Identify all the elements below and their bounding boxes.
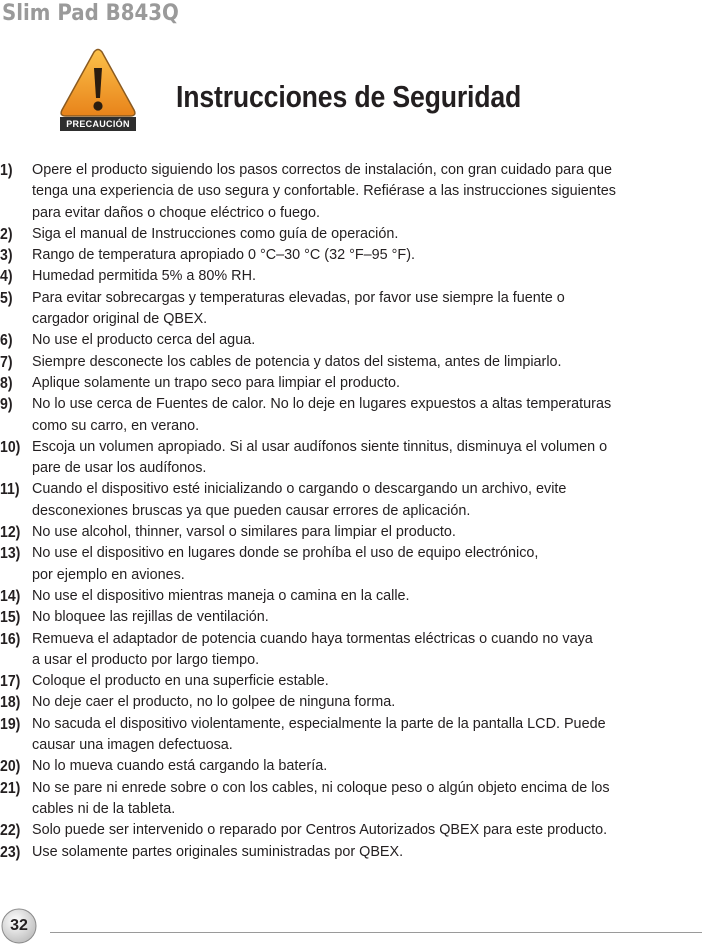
- item-number: 3): [0, 247, 13, 265]
- footer-divider: [50, 932, 702, 933]
- item-text: Para evitar sobrecargas y temperaturas elevadas, por favor use siempre la fuente o cargador original de QBEX.: [32, 289, 565, 328]
- item-text: No deje caer el producto, no lo golpee de ninguna forma.: [32, 694, 396, 711]
- list-item: [0, 352, 708, 373]
- page-number: 32: [10, 917, 28, 934]
- item-number: 20): [0, 758, 21, 776]
- list-item: [0, 245, 708, 266]
- item-text: Rango de temperatura apropiado 0 °C–30 °C (32 °F–95 °F).: [32, 247, 415, 264]
- item-text: No use alcohol, thinner, varsol o similares para limpiar el producto.: [32, 524, 456, 541]
- item-text: Use solamente partes originales suministradas por QBEX.: [32, 843, 404, 860]
- item-text: Solo puede ser intervenido o reparado por Centros Autorizados QBEX para este producto.: [32, 822, 608, 839]
- list-item: [0, 479, 708, 522]
- list-item: [0, 778, 708, 821]
- item-number: 8): [0, 374, 13, 392]
- list-item: [0, 629, 708, 672]
- item-number: 16): [0, 630, 21, 648]
- item-number: 15): [0, 609, 21, 627]
- item-text: Siempre desconecte los cables de potencia y datos del sistema, antes de limpiarlo.: [32, 353, 562, 370]
- item-number: 14): [0, 587, 21, 605]
- item-number: 12): [0, 524, 21, 542]
- item-text: No use el producto cerca del agua.: [32, 332, 256, 349]
- list-item: [0, 692, 708, 713]
- list-item: [0, 842, 708, 863]
- item-number: 13): [0, 545, 21, 563]
- item-number: 6): [0, 332, 13, 350]
- item-number: 21): [0, 779, 21, 797]
- list-item: [0, 288, 708, 331]
- list-item: [0, 586, 708, 607]
- list-item: [0, 820, 708, 841]
- list-item: [0, 714, 708, 757]
- item-text: Siga el manual de Instrucciones como guía de operación.: [32, 225, 399, 242]
- list-item: [0, 330, 708, 351]
- item-text: Opere el producto siguiendo los pasos correctos de instalación, con gran cuidado para que tenga una experiencia de uso segura y confortable. Refiérase a las instrucciones siguientes para evitar daños o choque eléctrico o fuego.: [32, 162, 616, 221]
- warning-icon: [58, 48, 138, 132]
- list-item: [0, 607, 708, 628]
- item-text: No lo use cerca de Fuentes de calor. No lo deje en lugares expuestos a altas temperaturas como su carro, en verano.: [32, 396, 612, 434]
- item-text: Cuando el dispositivo esté inicializando o cargando o descargando un archivo, evite desconexiones bruscas ya que pueden causar errores de aplicación.: [32, 481, 567, 519]
- item-text: No lo mueva cuando está cargando la batería.: [32, 758, 328, 775]
- item-number: 10): [0, 438, 21, 456]
- item-number: 7): [0, 353, 13, 371]
- warning-label: PRECAUCIÓN: [66, 119, 130, 129]
- list-item: [0, 373, 708, 394]
- item-number: 4): [0, 268, 13, 286]
- item-text: Coloque el producto en una superficie estable.: [32, 673, 329, 690]
- item-text: Escoja un volumen apropiado. Si al usar audífonos siente tinnitus, disminuya el volumen o pare de usar los audífonos.: [32, 438, 608, 477]
- item-text: No se pare ni enrede sobre o con los cables, ni coloque peso o algún objeto encima de los cables ni de la tableta.: [32, 779, 610, 817]
- item-number: 23): [0, 843, 21, 861]
- list-item: [0, 756, 708, 777]
- list-item: [0, 543, 708, 586]
- item-number: 17): [0, 673, 21, 691]
- item-number: 18): [0, 694, 21, 712]
- list-item: [0, 394, 708, 437]
- item-text: No sacuda el dispositivo violentamente, especialmente la parte de la pantalla LCD. Puede causar una imagen defectuosa.: [32, 715, 606, 754]
- item-text: Humedad permitida 5% a 80% RH.: [32, 268, 256, 285]
- item-number: 22): [0, 822, 21, 840]
- item-text: No use el dispositivo mientras maneja o camina en la calle.: [32, 587, 410, 604]
- product-name: Slim Pad B843Q: [2, 1, 179, 26]
- item-number: 2): [0, 225, 13, 243]
- item-number: 5): [0, 289, 13, 307]
- item-number: 9): [0, 396, 13, 414]
- list-item: [0, 437, 708, 480]
- item-text: Remueva el adaptador de potencia cuando haya tormentas eléctricas o cuando no vaya a usar el producto por largo tiempo.: [32, 630, 593, 668]
- item-number: 11): [0, 481, 20, 499]
- safety-instructions-list: [0, 160, 708, 863]
- item-text: Aplique solamente un trapo seco para limpiar el producto.: [32, 374, 400, 391]
- list-item: [0, 266, 708, 287]
- page-title: Instrucciones de Seguridad: [176, 79, 522, 114]
- item-text: No bloquee las rejillas de ventilación.: [32, 609, 269, 626]
- list-item: [0, 160, 708, 224]
- list-item: [0, 224, 708, 245]
- list-item: [0, 522, 708, 543]
- list-item: [0, 671, 708, 692]
- item-number: 19): [0, 715, 21, 733]
- item-number: 1): [0, 162, 13, 179]
- item-text: No use el dispositivo en lugares donde se prohíba el uso de equipo electrónico, por ejemplo en aviones.: [32, 545, 539, 583]
